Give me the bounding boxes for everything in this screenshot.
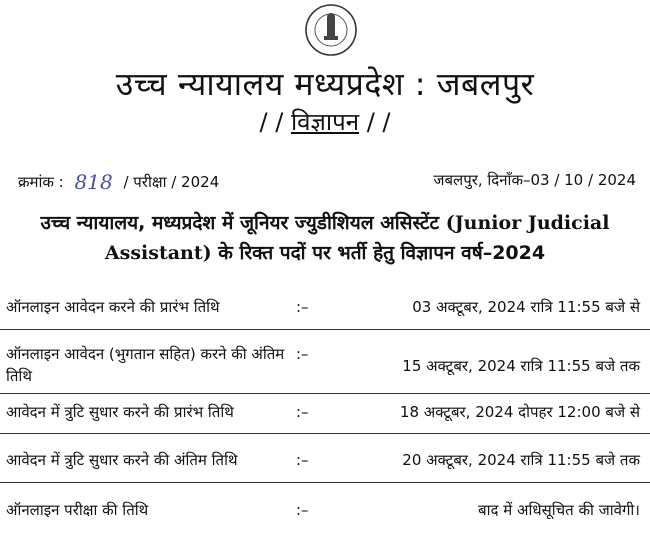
ad-word: विज्ञापन: [290, 108, 360, 136]
notice-title: [14, 208, 636, 268]
ad-prefix: / /: [259, 108, 284, 136]
row-value: 15 अक्टूबर, 2024 रात्रि 11:55 बजे तक: [402, 357, 640, 375]
row-value: 03 अक्टूबर, 2024 रात्रि 11:55 बजे से: [412, 298, 640, 316]
row-separator: :–: [296, 298, 309, 316]
title-eng2: Assistant): [104, 242, 212, 264]
court-title: उच्च न्यायालय मध्यप्रदेश : जबलपुर: [115, 65, 535, 103]
court-emblem-seal: [300, 2, 362, 58]
row-label: ऑनलाइन परीक्षा की तिथि: [6, 501, 149, 519]
row-separator: :–: [296, 403, 309, 421]
row-divider: [0, 329, 650, 330]
row-label: ऑनलाइन आवेदन (भुगतान सहित) करने की अंतिम तिथि: [6, 345, 285, 385]
row-divider: [0, 482, 650, 483]
row-value: 18 अक्टूबर, 2024 दोपहर 12:00 बजे से: [399, 403, 640, 421]
row-divider: [0, 433, 650, 434]
reference-suffix: / परीक्षा / 2024: [123, 173, 220, 191]
place-date: जबलपुर, दिनाँक–03 / 10 / 2024: [433, 171, 636, 189]
title-part1: उच्च न्यायालय, मध्यप्रदेश में जूनियर ज्युडीशियल असिस्टेंट: [40, 212, 440, 234]
reference-number: [18, 170, 219, 194]
row-value: बाद में अधिसूचित की जावेगी।: [478, 501, 640, 519]
row-label: आवेदन में त्रुटि सुधार करने की प्रारंभ तिथि: [6, 403, 234, 421]
handwritten-number: 818: [74, 170, 113, 194]
title-part2: के रिक्त पदों पर भर्ती हेतु विज्ञापन वर्ष–2024: [218, 242, 546, 264]
row-separator: :–: [296, 345, 309, 363]
row-separator: :–: [296, 451, 309, 469]
advertisement-heading: [0, 105, 650, 138]
row-divider: [0, 393, 650, 394]
ad-suffix: / /: [366, 108, 391, 136]
row-label: आवेदन में त्रुटि सुधार करने की अंतिम तिथि: [6, 451, 238, 469]
title-eng1: (Junior Judicial: [445, 212, 610, 234]
row-label: ऑनलाइन आवेदन करने की प्रारंभ तिथि: [6, 298, 220, 316]
row-separator: :–: [296, 501, 309, 519]
row-value: 20 अक्टूबर, 2024 रात्रि 11:55 बजे तक: [402, 451, 640, 469]
kramank-label: क्रमांक :: [18, 173, 64, 191]
